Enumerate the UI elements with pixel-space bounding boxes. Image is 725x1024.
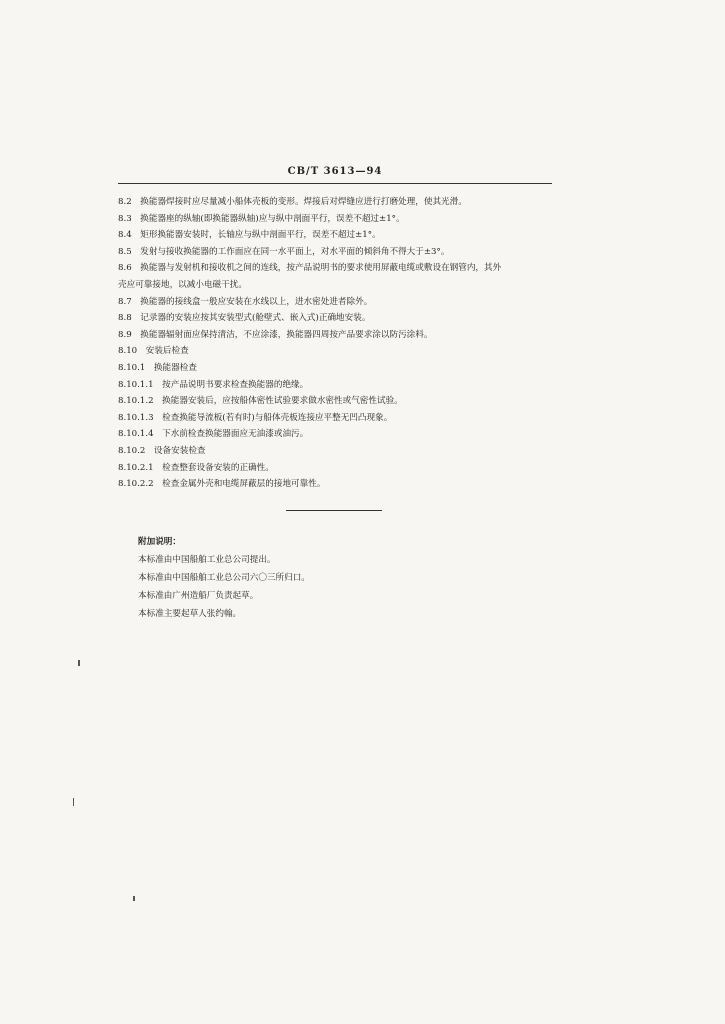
- clause-text: 发射与接收换能器的工作面应在同一水平面上，对水平面的倾斜角不得大于±3°。: [140, 246, 450, 257]
- clause-text: 下水前检查换能器面应无油漆或油污。: [162, 429, 309, 440]
- clause-line: [118, 476, 558, 493]
- clause-line: [118, 244, 558, 261]
- scan-speck: [73, 798, 74, 806]
- clause-line: [118, 410, 558, 427]
- clause-text: 换能器安装后，应按船体密性试验要求做水密性或气密性试验。: [162, 396, 403, 407]
- clause-line: [118, 360, 558, 377]
- standard-code-header: CB/T 3613—94: [287, 166, 383, 177]
- scan-speck: [133, 896, 135, 901]
- clause-line: [118, 260, 558, 277]
- clause-line: [118, 377, 558, 394]
- clause-number: 8.5: [118, 246, 132, 257]
- clause-text: 按产品说明书要求检查换能器的绝缘。: [162, 379, 309, 390]
- clause-number: 8.3: [118, 213, 132, 224]
- clause-number: 8.10.1.2: [118, 396, 154, 407]
- clause-text: 换能器的接线盒一般应安装在水线以上，进水密处进者除外。: [140, 296, 373, 307]
- clause-list: [118, 194, 558, 493]
- clause-number: 8.9: [118, 329, 132, 340]
- clause-line: [118, 310, 558, 327]
- clause-line: [118, 393, 558, 410]
- clause-number: 8.4: [118, 230, 132, 241]
- clause-number: 8.10: [118, 346, 138, 357]
- clause-text: 安装后检查: [145, 346, 189, 357]
- clause-line: [118, 227, 558, 244]
- clause-text: 记录器的安装应按其安装型式(舱壁式、嵌入式)正确地安装。: [140, 313, 371, 324]
- clause-number: 8.6: [118, 263, 132, 274]
- additional-notes: [138, 533, 538, 623]
- clause-text: 壳应可靠接地，以减小电磁干扰。: [118, 279, 247, 290]
- clause-number: 8.2: [118, 197, 132, 207]
- end-rule: [286, 510, 382, 511]
- clause-line: [118, 443, 558, 460]
- clause-line: [118, 327, 558, 344]
- clause-line: [118, 426, 558, 443]
- clause-number: 8.10.1.3: [118, 412, 154, 423]
- notes-lines: [138, 551, 538, 623]
- clause-number: 8.10.1: [118, 362, 146, 373]
- clause-line: [118, 294, 558, 311]
- clause-number: 8.7: [118, 296, 132, 307]
- clause-line: [118, 211, 558, 228]
- note-line: 本标准由中国船舶工业总公司提出。: [138, 555, 276, 565]
- clause-text: 检查换能导流板(若有时)与船体壳板连接应平整无凹凸现象。: [162, 412, 393, 423]
- clause-text: 换能器辐射面应保持清洁，不应涂漆，换能器四周按产品要求涂以防污涂料。: [140, 329, 433, 340]
- clause-number: 8.10.1.4: [118, 429, 154, 440]
- notes-title: 附加说明：: [138, 537, 181, 547]
- clause-text: 矩形换能器安装时，长轴应与纵中剖面平行，误差不超过±1°。: [140, 230, 381, 241]
- note-line: 本标准由中国船舶工业总公司六〇三所归口。: [138, 573, 310, 583]
- clause-number: 8.8: [118, 313, 132, 324]
- clause-text: 检查整套设备安装的正确性。: [162, 462, 274, 473]
- header-rule: [118, 183, 552, 184]
- clause-number: 8.10.1.1: [118, 379, 154, 390]
- clause-line: [118, 460, 558, 477]
- scan-speck: [78, 660, 80, 666]
- clause-line: [118, 343, 558, 360]
- clause-text: 换能器座的纵轴(即换能器纵轴)应与纵中剖面平行，误差不超过±1°。: [140, 213, 405, 224]
- clause-text: 检查金属外壳和电缆屏蔽层的接地可靠性。: [162, 479, 326, 490]
- note-line: 本标准主要起草人张约翰。: [138, 609, 242, 619]
- clause-number: 8.10.2.2: [118, 479, 154, 490]
- clause-line: [118, 194, 558, 211]
- clause-number: 8.10.2: [118, 445, 146, 456]
- clause-text: 换能器检查: [153, 362, 197, 373]
- clause-text: 设备安装检查: [153, 445, 206, 456]
- clause-number: 8.10.2.1: [118, 462, 154, 473]
- clause-text: 换能器焊接时应尽量减小船体壳板的变形。焊接后对焊缝应进行打磨处理，使其光滑。: [140, 197, 467, 207]
- note-line: 本标准由广州造船厂负责起草。: [138, 591, 259, 601]
- clause-text: 换能器与发射机和接收机之间的连线，按产品说明书的要求使用屏蔽电缆或敷设在钢管内，其外: [140, 263, 502, 274]
- clause-line: [118, 277, 558, 294]
